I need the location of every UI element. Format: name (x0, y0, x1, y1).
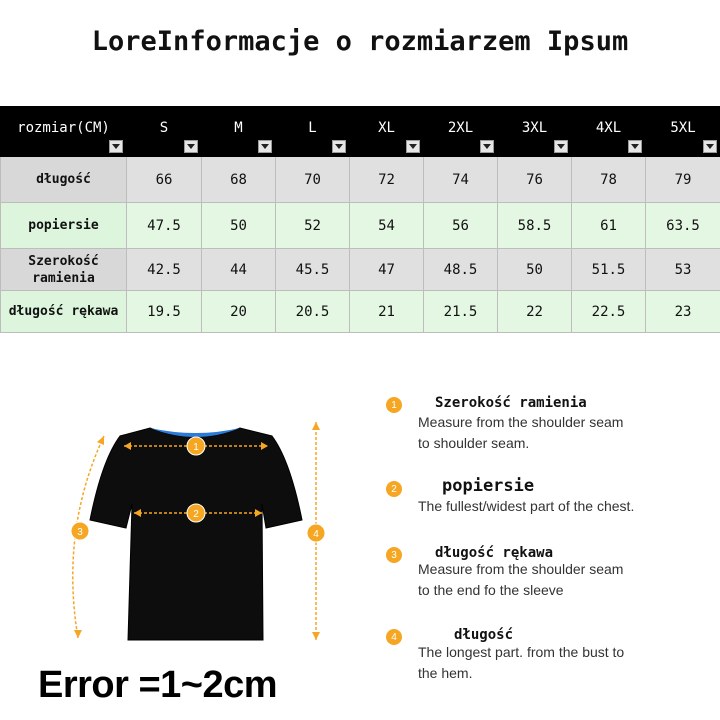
size-header-label: L (308, 119, 317, 136)
desc-line: The fullest/widest part of the chest. (418, 498, 635, 514)
svg-text:4: 4 (313, 529, 319, 540)
table-cell: 76 (498, 157, 572, 203)
table-cell: 42.5 (127, 249, 202, 291)
table-cell: 72 (350, 157, 424, 203)
size-header (498, 107, 572, 157)
table-cell: 20 (202, 291, 276, 333)
desc-line: to shoulder seam. (418, 435, 530, 451)
table-cell: 22 (498, 291, 572, 333)
row-label: długość (1, 157, 127, 203)
table-cell: 21 (350, 291, 424, 333)
corner-header (1, 107, 127, 157)
desc-line: Measure from the shoulder seam (418, 414, 624, 430)
table-cell: 51.5 (572, 249, 646, 291)
filter-dropdown-icon[interactable] (406, 140, 420, 153)
table-row (1, 249, 720, 291)
table-cell: 66 (127, 157, 202, 203)
size-header-label: 2XL (447, 119, 474, 136)
error-note: Error =1~2cm (38, 664, 278, 706)
marker-2 (187, 504, 205, 522)
table-cell: 21.5 (424, 291, 498, 333)
table-cell: 20.5 (276, 291, 350, 333)
table-cell: 74 (424, 157, 498, 203)
desc-line: Measure from the shoulder seam (418, 561, 624, 577)
filter-dropdown-icon[interactable] (184, 140, 198, 153)
number-badge: 1 (386, 397, 402, 413)
size-header (572, 107, 646, 157)
table-cell: 47.5 (127, 203, 202, 249)
table-cell: 79 (646, 157, 720, 203)
size-chart-table (0, 106, 720, 333)
size-header-label: 3XL (521, 119, 548, 136)
svg-text:1: 1 (193, 442, 199, 453)
row-label: Szerokość ramienia (1, 249, 127, 291)
legend-title: popiersie (442, 476, 535, 496)
table-cell: 78 (572, 157, 646, 203)
table-cell: 68 (202, 157, 276, 203)
size-header (350, 107, 424, 157)
filter-dropdown-icon[interactable] (109, 140, 123, 153)
number-badge: 2 (386, 481, 402, 497)
svg-text:2: 2 (193, 509, 199, 520)
table-cell: 58.5 (498, 203, 572, 249)
table-cell: 50 (202, 203, 276, 249)
filter-dropdown-icon[interactable] (703, 140, 717, 153)
size-header-label: S (159, 119, 169, 136)
table-cell: 70 (276, 157, 350, 203)
table-cell: 48.5 (424, 249, 498, 291)
desc-line: to the end fo the sleeve (418, 582, 564, 598)
table-row (1, 203, 720, 249)
legend-title: Szerokość ramienia (435, 395, 587, 411)
table-cell: 44 (202, 249, 276, 291)
filter-dropdown-icon[interactable] (628, 140, 642, 153)
size-header-label: 5XL (670, 119, 696, 136)
page-title: LoreInformacje o rozmiarzem Ipsum (91, 26, 629, 57)
table-cell: 53 (646, 249, 720, 291)
marker-4 (307, 524, 325, 542)
legend-description (418, 412, 623, 454)
tshirt-shape (90, 428, 302, 640)
corner-header-label: rozmiar(CM) (17, 119, 110, 136)
number-badge: 3 (386, 547, 402, 563)
desc-line: The longest part. from the bust to (418, 644, 625, 660)
table-cell: 50 (498, 249, 572, 291)
desc-line: the hem. (418, 665, 473, 681)
table-cell: 56 (424, 203, 498, 249)
size-header (424, 107, 498, 157)
legend-title: długość (454, 627, 514, 643)
table-cell: 45.5 (276, 249, 350, 291)
size-header (276, 107, 350, 157)
table-cell: 23 (646, 291, 720, 333)
filter-dropdown-icon[interactable] (332, 140, 346, 153)
table-cell: 61 (572, 203, 646, 249)
number-badge: 4 (386, 629, 402, 645)
tshirt-diagram (0, 400, 360, 660)
size-header (646, 107, 720, 157)
table-header-row (1, 107, 720, 157)
size-header (202, 107, 276, 157)
legend-title: długość rękawa (435, 545, 554, 561)
table-cell: 19.5 (127, 291, 202, 333)
row-label: długość rękawa (1, 291, 127, 333)
table-cell: 54 (350, 203, 424, 249)
size-header-label: M (234, 119, 243, 136)
size-header-label: XL (378, 119, 395, 136)
size-header-label: 4XL (595, 119, 622, 136)
table-cell: 22.5 (572, 291, 646, 333)
row-label: popiersie (1, 203, 127, 249)
size-header (127, 107, 202, 157)
measurement-legend (380, 390, 710, 690)
table-cell: 63.5 (646, 203, 720, 249)
legend-description (418, 559, 623, 601)
legend-description (418, 496, 634, 517)
filter-dropdown-icon[interactable] (554, 140, 568, 153)
legend-description (418, 642, 624, 684)
marker-1 (187, 437, 205, 455)
table-row (1, 157, 720, 203)
filter-dropdown-icon[interactable] (480, 140, 494, 153)
table-cell: 47 (350, 249, 424, 291)
marker-3 (71, 522, 89, 540)
table-row (1, 291, 720, 333)
filter-dropdown-icon[interactable] (258, 140, 272, 153)
svg-text:3: 3 (77, 527, 83, 538)
table-cell: 52 (276, 203, 350, 249)
